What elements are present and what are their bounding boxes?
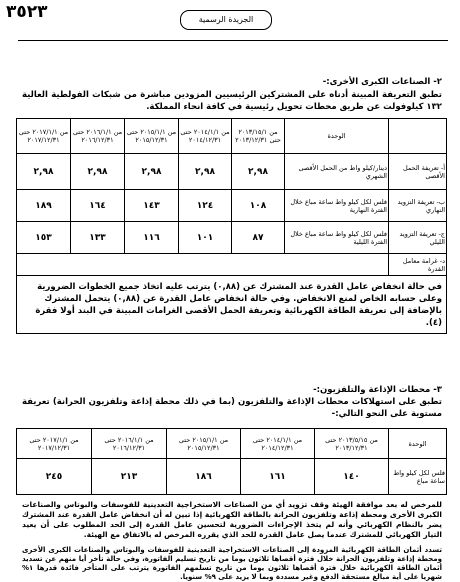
row-unit: فلس لكل كيلو واط ساعة مباع bbox=[389, 459, 447, 495]
table-row bbox=[17, 154, 447, 190]
table-cell: ١٦٤ bbox=[71, 190, 125, 222]
table-cell: ١٤٠ bbox=[315, 459, 389, 495]
table-header-cell: من ٢٠١٧/١/١ حتى ٢٠١٧/١٢/٣١ bbox=[17, 119, 71, 154]
table-header-cell: من ٢٠١٤/١/١ حتى ٢٠١٤/١٢/٣١ bbox=[241, 429, 315, 459]
table-cell: ٢,٩٨ bbox=[71, 154, 125, 190]
table-cell: ٢,٩٨ bbox=[179, 154, 232, 190]
header-divider bbox=[18, 40, 448, 41]
section2-intro: تطبق التعريفة المبينة أدناه على المشتركين الرئيسيين المزودين مباشرة من شبكات الفولطية العالية ١٣٢ كيلوفولت عن طريق محطات تحويل رئيسية في كافة انحاء المملكة. bbox=[22, 90, 442, 112]
table-cell: ١٢٤ bbox=[179, 190, 232, 222]
table-cell: ١٥٣ bbox=[17, 222, 71, 254]
table-header-cell: من ٢٠١٦/١/١ حتى ٢٠١٦/١٢/٣١ bbox=[71, 119, 125, 154]
table-header-cell: من ٢٠١٥/١/١ حتى ٢٠١٥/١٢/٣١ bbox=[125, 119, 179, 154]
table-row bbox=[17, 254, 447, 276]
page-number: ٣٥٢٣ bbox=[6, 2, 48, 22]
table-cell: ٨٧ bbox=[232, 222, 285, 254]
table-cell: ١٠١ bbox=[179, 222, 232, 254]
row-unit: دينار/كيلو واط من الحمل الأقصى الشهري bbox=[285, 154, 389, 190]
power-factor-penalty-text: في حالة انخفاض عامل القدرة عند المشترك عن (٠,٨٨) يترتب عليه اتخاذ جميع الخطوات الضرورية وعلى حسابه الخاص لمنع الانخفاض. وفي حالة انخفاض عامل القدرة عن (٠,٨٨) يتحمل المشترك بالإضافة إلى تعريفة الطاقة الكهربائية وتعريفة الحمل الأقصى الغرامات المبينة في البند أولا فقرة (٤). bbox=[17, 276, 447, 334]
table-cell: ٢,٩٨ bbox=[125, 154, 179, 190]
table-header-cell: من ٢٠١٧/١/١ حتى ٢٠١٧/١٢/٣١ bbox=[17, 429, 92, 459]
row-label: أ- تعريفة الحمل الأقصى bbox=[389, 154, 447, 190]
section3-tariff-table bbox=[16, 428, 447, 495]
table-header-cell: من ٢٠١٤/١/١ حتى ٢٠١٤/١٢/٣١ bbox=[179, 119, 232, 154]
row-label: ب- تعريفة التزويد النهاري bbox=[389, 190, 447, 222]
table-row bbox=[17, 459, 447, 495]
table-cell: ١٤٣ bbox=[125, 190, 179, 222]
table-row bbox=[17, 190, 447, 222]
table-cell: ١٠٨ bbox=[232, 190, 285, 222]
table-cell: ١٣٣ bbox=[71, 222, 125, 254]
table-header-row bbox=[17, 429, 447, 459]
table-cell: ٢١٣ bbox=[92, 459, 167, 495]
table-cell: ٢٤٥ bbox=[17, 459, 92, 495]
table-header-cell: من ٢٠١٣/١٥/١ حتى ٢٠١٣/١٢/٣١ bbox=[232, 119, 285, 154]
table-cell: ٢,٩٨ bbox=[17, 154, 71, 190]
table-row bbox=[17, 276, 447, 334]
table-header-cell: الوحدة bbox=[285, 119, 389, 154]
table-cell: ١٨٩ bbox=[17, 190, 71, 222]
table-header-row bbox=[17, 119, 447, 154]
row-unit: فلس لكل كيلو واط ساعة مباع خلال الفترة الليلية bbox=[285, 222, 389, 254]
table-cell: ١٦١ bbox=[241, 459, 315, 495]
table-row bbox=[17, 222, 447, 254]
payment-terms-paragraph: تسدد أثمان الطاقة الكهربائية المزودة إلى الصناعات الاستخراجية التعدينية للفوسفات والبوتاس والصناعات الكبرى الأخرى ومحطة إذاعة وتلفزيون الحرانة خلال فترة أقصاها ثلاثون يوما من تاريخ تسليم الفاتورة، وفي حالة تأخر أيا منهم عن تسديد أثمان الطاقة الكهربائية خلال فترة أقصاها ثلاثون يوما من تاريخ تسلمهم الفاتورة يترتب على المتأخر فائدة قدرها ١% شهريا على أية مبالغ مستحقة الدفع وغير مسددة وبما لا يزيد على ٩% سنويا. bbox=[22, 546, 442, 581]
row-label: ج- تعريفة التزويد الليلي bbox=[389, 222, 447, 254]
row-label: د- غرامة معامل القدرة bbox=[389, 254, 447, 276]
table-cell: ١٨٦ bbox=[167, 459, 241, 495]
suspension-paragraph: للمرخص له بعد موافقة الهيئة وقف تزويد أي من الصناعات الاستخراجية التعدينية للفوسفات والبوتاس والصناعات الكبرى الأخرى ومحطة إذاعة وتلفزيون الحرانة بالطاقة الكهربائية إذا تبين له أن انخفاض عامل القدرة عند المشترك يضر بالنظام الكهربائي وأنه لم يتخذ الإجراءات الضرورية لتحسين عامل القدرة إلى الحد المطلوب على أن يعيد التيار الكهربائي للمشترك عندما يصل عامل القدرة للحد الذي يقرره المرخص له بالاتفاق مع الهيئة. bbox=[22, 500, 442, 539]
table-header-cell: الوحدة bbox=[389, 429, 447, 459]
gazette-title-badge: الجريدة الرسمية bbox=[180, 10, 272, 30]
table-header-cell bbox=[389, 119, 447, 154]
table-header-cell: من ٢٠١٣/٥/١٥ حتى ٢٠١٣/١٢/٣١ bbox=[315, 429, 389, 459]
row-unit: فلس لكل كيلو واط ساعة مباع خلال الفترة النهارية bbox=[285, 190, 389, 222]
section2-tariff-table bbox=[16, 118, 447, 334]
section3-intro: تطبق على استهلاكات محطات الإذاعة والتلفزيون (بما في ذلك محطة إذاعة وتلفزيون الحرانة) تعريفة مستوية على النحو التالي:- bbox=[22, 397, 442, 419]
section3-title: ٣- محطات الإذاعة والتلفزيون:- bbox=[313, 385, 442, 395]
table-header-cell: من ٢٠١٥/١/١ حتى ٢٠١٥/١٢/٣١ bbox=[167, 429, 241, 459]
table-header-cell: من ٢٠١٦/١/١ حتى ٢٠١٦/١٢/٣١ bbox=[92, 429, 167, 459]
table-cell: ١١٦ bbox=[125, 222, 179, 254]
table-cell bbox=[17, 254, 389, 276]
section2-title: ٢- الصناعات الكبرى الأخرى:- bbox=[322, 77, 442, 87]
table-cell: ٢,٩٨ bbox=[232, 154, 285, 190]
